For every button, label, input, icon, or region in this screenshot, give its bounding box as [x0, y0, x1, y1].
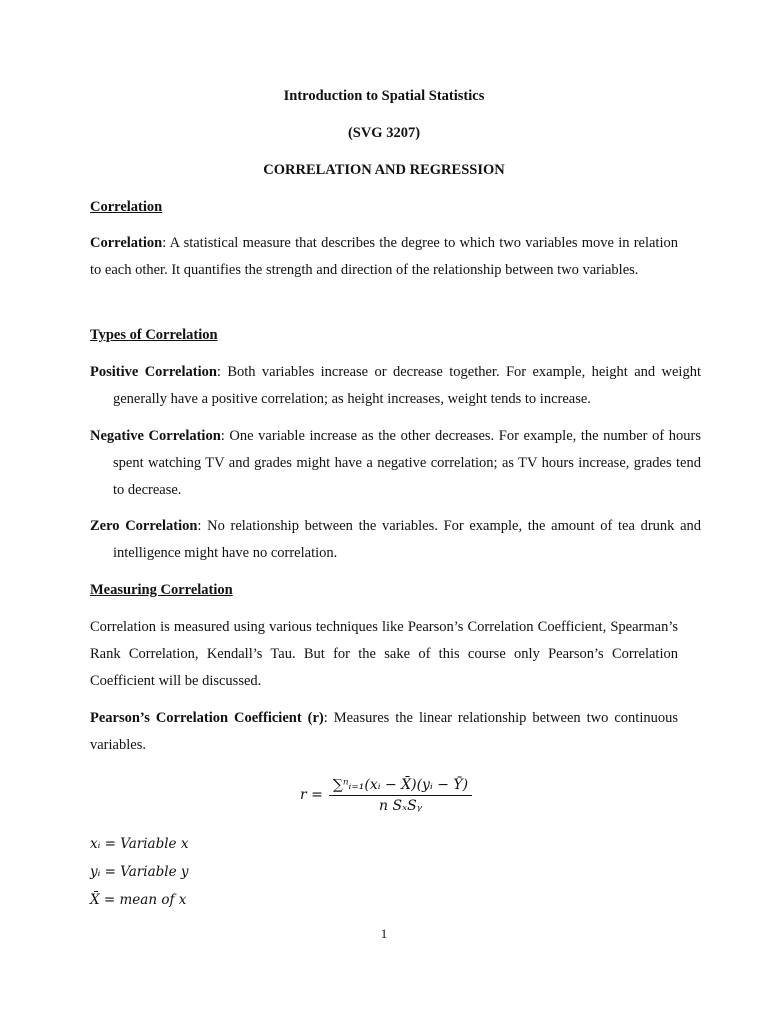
paragraph-zero-correlation	[90, 513, 701, 567]
heading-measuring-correlation: Measuring Correlation	[90, 582, 233, 598]
paragraph-negative-correlation	[90, 423, 701, 503]
term-pearson-coefficient: Pearson’s Correlation Coefficient (r)	[90, 710, 324, 726]
heading-correlation: Correlation	[90, 199, 163, 215]
term-negative-correlation: Negative Correlation	[90, 428, 221, 444]
text-positive-correlation: : Both variables increase or decrease together. For example, height and weight generally have a positive correlation; as height increases, weight tends to increase.	[113, 364, 701, 407]
paragraph-positive-correlation	[90, 359, 701, 413]
pearson-formula	[300, 770, 472, 820]
page-number: 1	[380, 926, 388, 941]
term-correlation: Correlation	[90, 235, 163, 251]
text-pearson-coefficient: : Measures the linear relationship between two continuous variables.	[90, 710, 678, 753]
text-negative-correlation: : One variable increase as the other decreases. For example, the number of hours spent watching TV and grades might have a negative correlation; as TV hours increase, grades tend to decrease.	[113, 428, 701, 498]
course-code: (SVG 3207)	[347, 125, 421, 141]
variable-definition-mean: X̄ = mean of x	[90, 892, 187, 908]
term-zero-correlation: Zero Correlation	[90, 518, 198, 534]
formula-denominator: n SₓSᵧ	[379, 797, 422, 814]
formula-fraction	[329, 777, 472, 814]
text-correlation: : A statistical measure that describes the degree to which two variables move in relation to each other. It quantifies the strength and direction of the relationship between two variables.	[90, 235, 678, 278]
formula-numerator: ∑ⁿᵢ₌₁(xᵢ − X̄)(yᵢ − Ȳ)	[329, 777, 472, 796]
document-title: Introduction to Spatial Statistics	[283, 88, 485, 104]
paragraph-measuring-correlation: Correlation is measured using various techniques like Pearson’s Correlation Coefficient, Spearman’s Rank Correlation, Kendall’s Tau. But for the sake of this course only Pearson’s Correlation Coefficient will be discussed.	[90, 619, 678, 689]
variable-definition-x: xᵢ = Variable x	[90, 836, 189, 852]
heading-types-of-correlation: Types of Correlation	[90, 327, 218, 343]
section-title: CORRELATION AND REGRESSION	[263, 162, 505, 178]
paragraph-pearson-coefficient	[90, 705, 678, 759]
variable-definition-y: yᵢ = Variable y	[90, 864, 189, 880]
formula-lhs: r =	[300, 787, 323, 803]
text-zero-correlation: : No relationship between the variables. For example, the amount of tea drunk and intelligence might have no correlation.	[113, 518, 702, 561]
paragraph-correlation-definition	[90, 230, 678, 284]
term-positive-correlation: Positive Correlation	[90, 364, 217, 380]
